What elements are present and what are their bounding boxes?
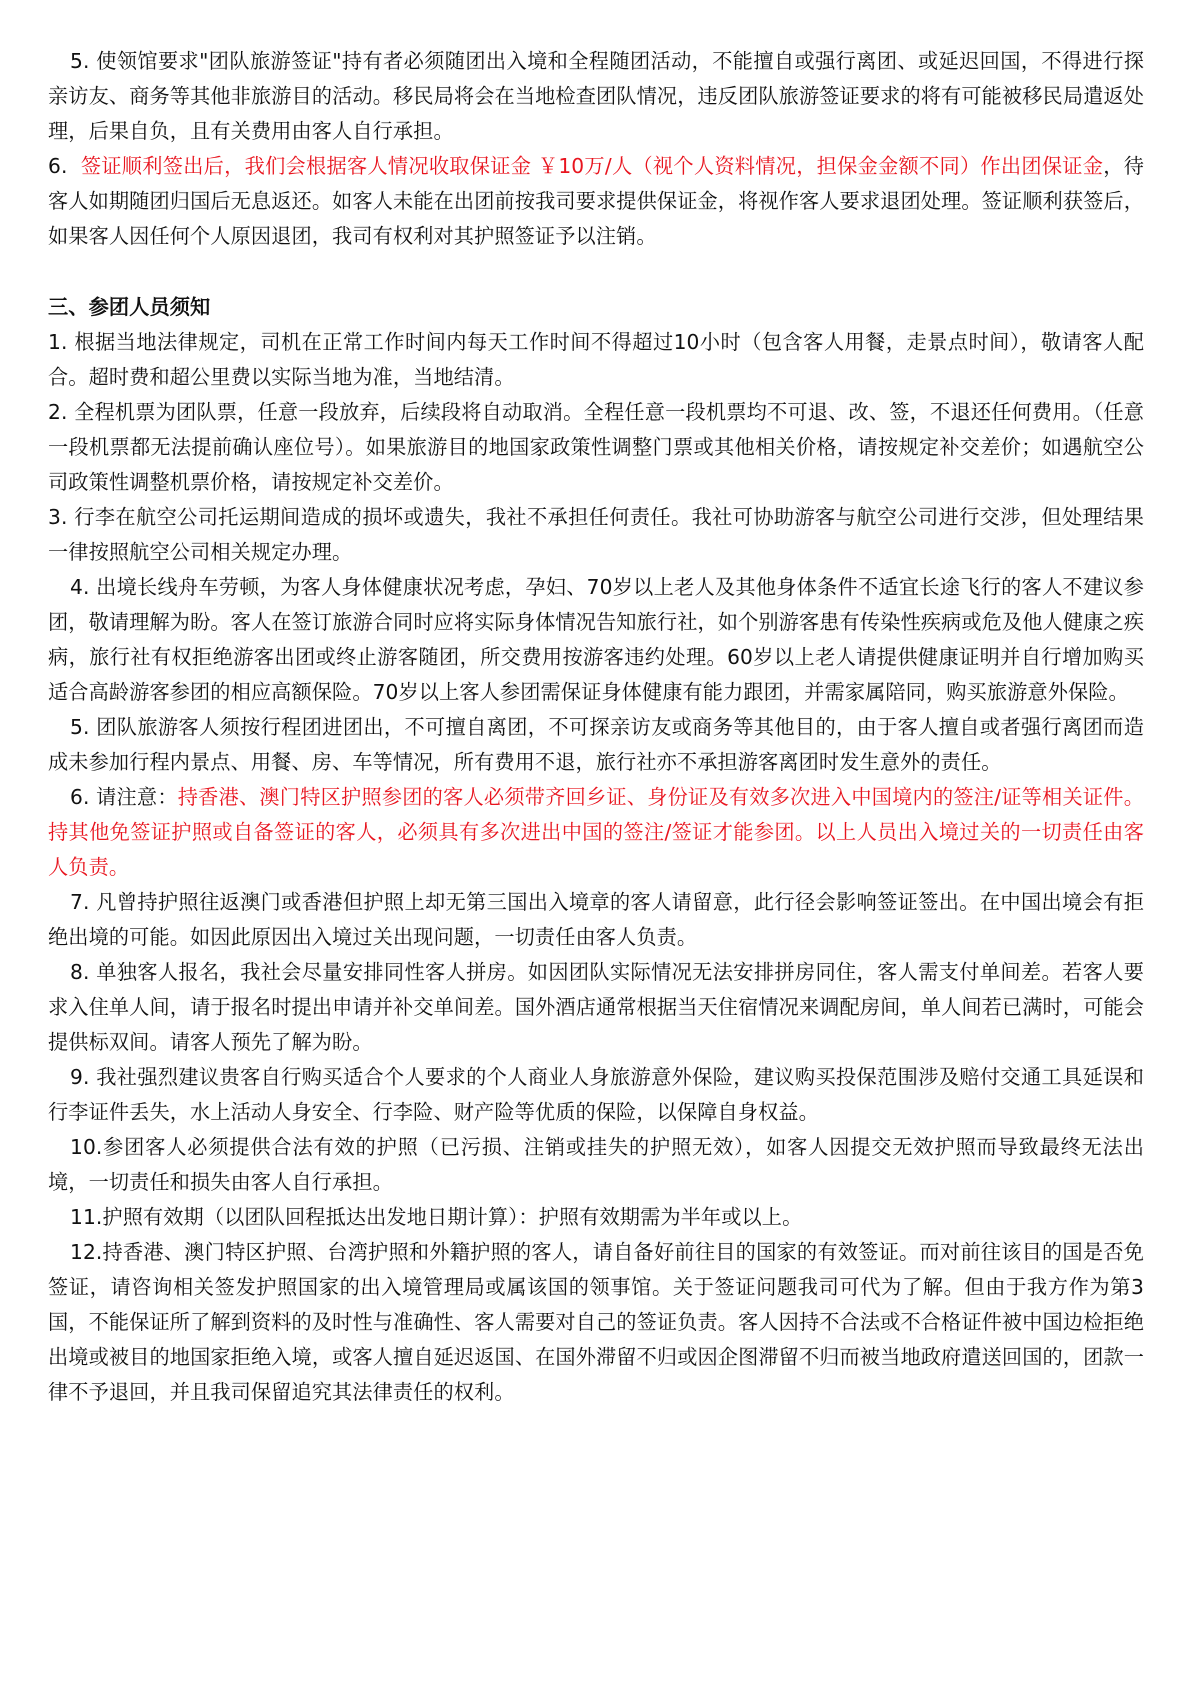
visa-item-5: 5. 使领馆要求"团队旅游签证"持有者必须随团出入境和全程随团活动，不能擅自或强行离团、或延迟回国，不得进行探亲访友、商务等其他非旅游目的活动。移民局将会在当地检查团队情况，违反团队旅游签证要求的将有可能被移民局遣返处理，后果自负，且有关费用由客人自行承担。: [48, 49, 1144, 143]
hk-macau-passport-highlight: 持香港、澳门特区护照参团的客人必须带齐回乡证、身份证及有效多次进入中国境内的签注/证等相关证件。持其他免签证护照或自备签证的客人，必须具有多次进出中国的签注/签证才能参团。以上人员出入境过关的一切责任由客人负责。: [48, 785, 1144, 879]
notice-item-3: 3. 行李在航空公司托运期间造成的损坏或遗失，我社不承担任何责任。我社可协助游客与航空公司进行交涉，但处理结果一律按照航空公司相关规定办理。: [48, 505, 1144, 564]
deposit-notice-highlight: 签证顺利签出后，我们会根据客人情况收取保证金 ￥10万/人（视个人资料情况，担保金金额不同）作出团保证金: [80, 154, 1104, 178]
notice-item-6-prefix: 6. 请注意：: [70, 785, 178, 809]
visa-item-6-number: 6.: [48, 154, 68, 178]
deposit-notice-rest: ，待客人如期随团归国后无息返还。如客人未能在出团前按我司要求提供保证金，将视作客人要求退团处理。签证顺利获签后，如果客人因任何个人原因退团，我司有权利对其护照签证予以注销。: [48, 154, 1144, 248]
notice-item-12: 12.持香港、澳门特区护照、台湾护照和外籍护照的客人，请自备好前往目的国家的有效签证。而对前往该目的国是否免签证，请咨询相关签发护照国家的出入境管理局或属该国的领事馆。关于签证问题我司可代为了解。但由于我方作为第3国，不能保证所了解到资料的及时性与准确性、客人需要对自己的签证负责。客人因持不合法或不合格证件被中国边检拒绝出境或被目的地国家拒绝入境，或客人擅自延迟返国、在国外滞留不归或因企图滞留不归而被当地政府遣送回国的，团款一律不予退回，并且我司保留追究其法律责任的权利。: [48, 1240, 1144, 1404]
notice-item-2: 2. 全程机票为团队票，任意一段放弃，后续段将自动取消。全程任意一段机票均不可退、改、签，不退还任何费用。（任意一段机票都无法提前确认座位号）。如果旅游目的地国家政策性调整门票或其他相关价格，请按规定补交差价；如遇航空公司政策性调整机票价格，请按规定补交差价。: [48, 400, 1144, 494]
notice-item-6: [48, 780, 1144, 885]
notice-item-7: 7. 凡曾持护照往返澳门或香港但护照上却无第三国出入境章的客人请留意，此行径会影响签证签出。在中国出境会有拒绝出境的可能。如因此原因出入境过关出现问题，一切责任由客人负责。: [48, 890, 1144, 949]
section-heading: 三、参团人员须知: [48, 295, 211, 319]
visa-item-6: [48, 149, 1144, 254]
notice-item-9: 9. 我社强烈建议贵客自行购买适合个人要求的个人商业人身旅游意外保险，建议购买投保范围涉及赔付交通工具延误和行李证件丢失，水上活动人身安全、行李险、财产险等优质的保险，以保障自身权益。: [48, 1065, 1144, 1124]
notice-item-5: 5. 团队旅游客人须按行程团进团出，不可擅自离团，不可探亲访友或商务等其他目的，由于客人擅自或者强行离团而造成未参加行程内景点、用餐、房、车等情况，所有费用不退，旅行社亦不承担游客离团时发生意外的责任。: [48, 715, 1144, 774]
notice-item-1: 1. 根据当地法律规定，司机在正常工作时间内每天工作时间不得超过10小时（包含客人用餐，走景点时间），敬请客人配合。超时费和超公里费以实际当地为准，当地结清。: [48, 330, 1144, 389]
notice-item-10: 10.参团客人必须提供合法有效的护照（已污损、注销或挂失的护照无效），如客人因提交无效护照而导致最终无法出境，一切责任和损失由客人自行承担。: [48, 1135, 1144, 1194]
notice-item-4: 4. 出境长线舟车劳顿，为客人身体健康状况考虑，孕妇、70岁以上老人及其他身体条件不适宜长途飞行的客人不建议参团，敬请理解为盼。客人在签订旅游合同时应将实际身体情况告知旅行社，如个别游客患有传染性疾病或危及他人健康之疾病，旅行社有权拒绝游客出团或终止游客随团，所交费用按游客违约处理。60岁以上老人请提供健康证明并自行增加购买适合高龄游客参团的相应高额保险。70岁以上客人参团需保证身体健康有能力跟团，并需家属陪同，购买旅游意外保险。: [48, 575, 1144, 704]
section-gap: [48, 254, 1144, 290]
notice-item-8: 8. 单独客人报名，我社会尽量安排同性客人拼房。如因团队实际情况无法安排拼房同住，客人需支付单间差。若客人要求入住单人间，请于报名时提出申请并补交单间差。国外酒店通常根据当天住宿情况来调配房间，单人间若已满时，可能会提供标双间。请客人预先了解为盼。: [48, 960, 1144, 1054]
notice-item-11: 11.护照有效期（以团队回程抵达出发地日期计算）：护照有效期需为半年或以上。: [70, 1205, 803, 1229]
